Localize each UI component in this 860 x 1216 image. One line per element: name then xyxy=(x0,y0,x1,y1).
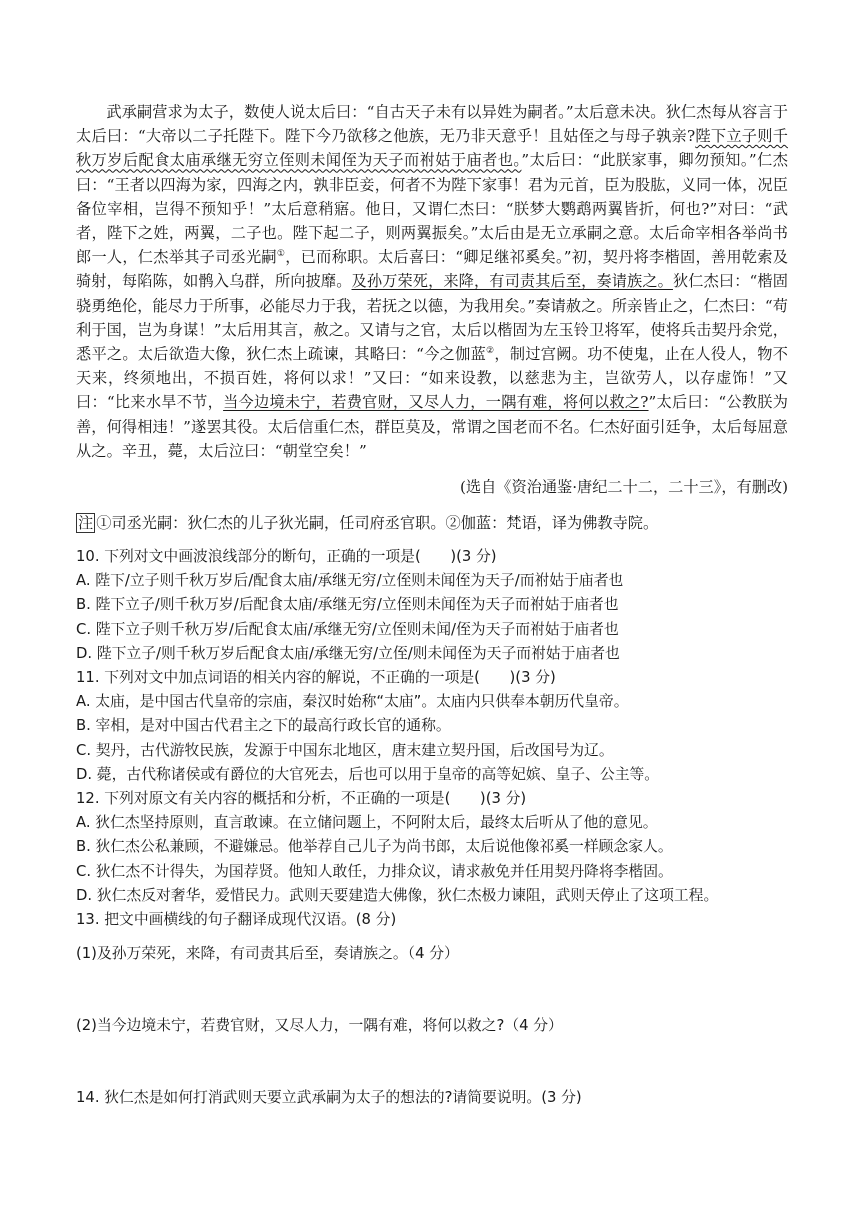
question-14-stem: 14. 狄仁杰是如何打消武则天要立武承嗣为太子的想法的?请简要说明。(3 分) xyxy=(76,1089,582,1107)
passage-text: 武承嗣营求为太子，数使人说太后曰：“自古天子未有以异姓为嗣者。”太后意未决。狄仁杰每从容言于太后曰：“大帝以二子托陛下。陛下今乃欲移之他族，无乃非天意乎！且姑侄之与母子孰亲? xyxy=(76,103,788,146)
question-11-option-d: D. 薨，古代称诸侯或有爵位的大官死去，后也可以用于皇帝的高等妃嫔、皇子、公主等。 xyxy=(76,765,660,783)
question-12-option-a: A. 狄仁杰坚持原则，直言敢谏。在立储问题上，不阿附太后，最终太后听从了他的意见。 xyxy=(76,814,658,832)
question-10-option-c: C. 陛下立子则千秋万岁/后配食太庙/承继无穷/立侄则未闻/侄为天子而祔姑于庙者也 xyxy=(76,620,619,638)
note-tag: 注 xyxy=(78,514,94,533)
underlined-sentence-2: 当今边境未宁，若费官财，又尽人力，一隅有难，将何以救之? xyxy=(223,393,649,412)
passage-text: ，制过宫阙。功不使鬼，止在人役人，物不天来，终须地出，不损百姓，将何以求！”又曰：“如来设教，以慈悲为主，岂欲劳人，以存虚饰！”又曰：“比来水旱不节， xyxy=(76,345,788,412)
note-text: ①司丞光嗣：狄仁杰的儿子狄光嗣，任司府丞官职。②伽蓝：梵语，译为佛教寺院。 xyxy=(96,514,659,533)
question-13-sub-2: (2)当今边境未宁，若费官财，又尽人力，一隅有难，将何以救之?（4 分） xyxy=(76,1017,563,1035)
passage-text: ”太后曰：“公教朕为善，何得相违！”遂罢其役。太后信重仁杰，群臣莫及，常谓之国老而不名。仁杰好面引廷争，太后每屈意从之。辛丑，薨，太后泣曰：“朝堂空矣！” xyxy=(76,393,789,460)
question-12-option-c: C. 狄仁杰不计得失，为国荐贤。他知人敢任，力排众议，请求赦免并任用契丹降将李楷固。 xyxy=(76,862,673,880)
question-10-option-a: A. 陛下/立子则千秋万岁后/配食太庙/承继无穷/立侄则未闻侄为天子/而祔姑于庙者也 xyxy=(76,572,624,590)
answer-space-13-1 xyxy=(76,966,788,1014)
question-10-option-d: D. 陛下立子/则千秋万岁后配食太庙/承继无穷/立侄/则未闻侄为天子而祔姑于庙者也 xyxy=(76,644,620,662)
question-10-option-b: B. 陛下立子/则千秋万岁/后配食太庙/承继无穷/立侄则未闻侄为天子而祔姑于庙者也 xyxy=(76,596,619,614)
passage-text: ，已而称职。太后喜曰：“卿足继祁奚矣。”初，契丹将李楷固，善用乾索及骑射，每陷陈，如鹘入乌群，所向披靡。 xyxy=(76,248,788,291)
question-11-option-c: C. 契丹，古代游牧民族，发源于中国东北地区，唐末建立契丹国，后改国号为辽。 xyxy=(76,741,614,759)
question-12-stem: 12. 下列对原文有关内容的概括和分析，不正确的一项是( )(3 分) xyxy=(76,790,527,808)
underlined-sentence-1: 及孙万荣死，来降，有司责其后至，奏请族之。 xyxy=(351,272,673,291)
question-13-stem: 13. 把文中画横线的句子翻译成现代汉语。(8 分) xyxy=(76,911,397,929)
question-12-option-b: B. 狄仁杰公私兼顾，不避嫌忌。他举荐自己儿子为尚书郎，太后说他像祁奚一样顾念家人。 xyxy=(76,838,673,856)
question-11-option-a: A. 太庙，是中国古代皇帝的宗庙，秦汉时始称“太庙”。太庙内只供奉本朝历代皇帝。 xyxy=(76,693,629,711)
question-10-stem: 10. 下列对文中画波浪线部分的断句，正确的一项是( )(3 分) xyxy=(76,548,497,566)
classical-passage xyxy=(76,100,788,463)
exam-page xyxy=(76,100,788,1111)
source-citation: (选自《资治通鉴·唐纪二十二，二十三》，有删改) xyxy=(459,478,788,497)
wavy-underlined-sentence: 陛下立子则千秋万岁后配食太庙承继无穷立侄则未闻侄为天子而祔姑于庙者也。 xyxy=(76,127,788,170)
answer-space-13-2 xyxy=(76,1038,788,1086)
questions xyxy=(76,545,788,1110)
question-11-stem: 11. 下列对文中加点词语的相关内容的解说，不正确的一项是( )(3 分) xyxy=(76,669,556,687)
footnote-marker-1: ① xyxy=(276,249,286,260)
footnote-marker-2: ② xyxy=(486,345,495,356)
passage-text: 狄仁杰曰：“楷固骁勇绝伦，能尽力于所事，必能尽力于我，若抚之以德，为我用矣。”奏请赦之。所亲皆止之，仁杰曰：“苟利于国，岂为身谋！”太后用其言，赦之。又请与之官，太后以楷固为左玉铃卫将军，使将兵击契丹余党，悉平之。太后欲造大像，狄仁杰上疏谏，其略曰：“今之伽蓝 xyxy=(76,272,788,364)
footnote xyxy=(76,511,788,535)
question-13-sub-1: (1)及孙万荣死，来降，有司责其后至，奏请族之。（4 分） xyxy=(76,945,459,963)
question-11-option-b: B. 宰相，是对中国古代君主之下的最高行政长官的通称。 xyxy=(76,717,451,735)
question-12-option-d: D. 狄仁杰反对奢华，爱惜民力。武则天要建造大佛像，狄仁杰极力谏阻，武则天停止了这项工程。 xyxy=(76,886,719,904)
passage-text: ”太后曰：“此朕家事，卿勿预知。”仁杰曰：“王者以四海为家，四海之内，孰非臣妾，何者不为陛下家事！君为元首，臣为股肱，义同一体，况臣备位宰相，岂得不预知乎！”太后意稍寤。他日，又谓仁杰曰：“朕梦大鹦鹉两翼皆折，何也?”对曰：“武者，陛下之姓，两翼，二子也。陛下起二子，则两翼振矣。”太后由是无立承嗣之意。太后命宰相各举尚书郎一人，仁杰举其子司丞光嗣 xyxy=(76,151,788,267)
